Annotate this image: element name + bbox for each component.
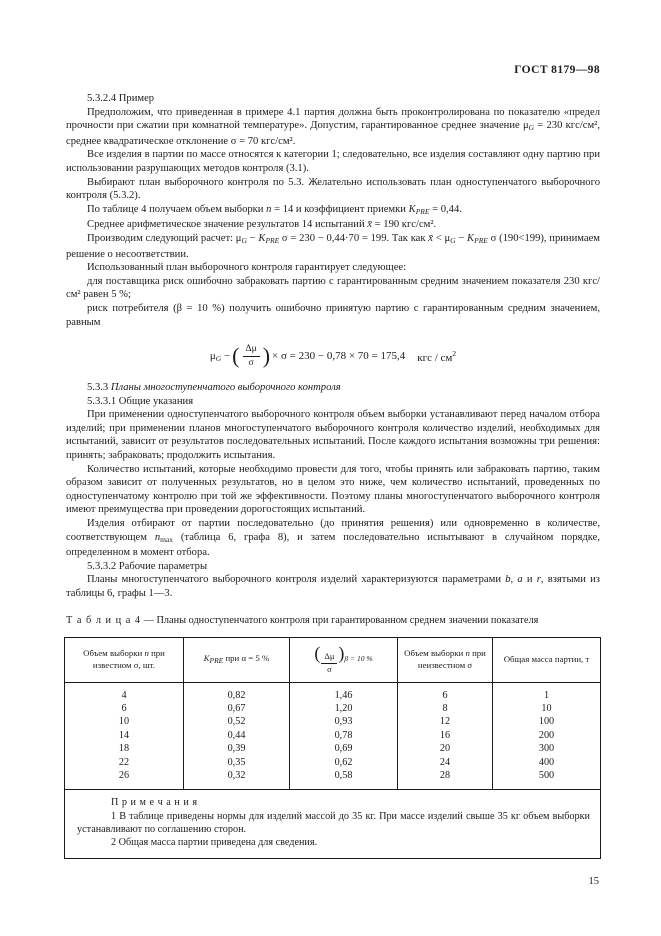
text-segment: при α = 5 % bbox=[223, 652, 270, 663]
paragraph bbox=[66, 395, 600, 409]
text-segment: = 14 и коэффициент приемки bbox=[271, 203, 409, 215]
text-segment: G bbox=[241, 235, 247, 245]
data-cell: 0,69 bbox=[290, 742, 398, 755]
document-code: ГОСТ 8179—98 bbox=[514, 64, 600, 76]
paragraph bbox=[66, 92, 600, 106]
data-cell: 0,39 bbox=[184, 742, 290, 755]
beta-subscript: β = 10 % bbox=[344, 654, 373, 664]
data-cell: 0,58 bbox=[290, 769, 398, 790]
data-cell: 8 bbox=[398, 702, 493, 715]
paragraph bbox=[66, 275, 600, 302]
data-cell: 0,93 bbox=[290, 715, 398, 728]
data-cell: 0,32 bbox=[184, 769, 290, 790]
text-segment: PRE bbox=[474, 235, 488, 245]
note-1: 1 В таблице приведены нормы для изделий массой до 35 кг. При массе изделий свыше 35 кг объем выборки устанавливают по соглашению сторон. bbox=[77, 810, 590, 835]
paragraph bbox=[66, 302, 600, 329]
data-cell: 400 bbox=[493, 756, 601, 769]
text-segment: Среднее арифметическое значение результатов 14 испытаний bbox=[87, 219, 368, 231]
header-cell-dmu-sigma bbox=[290, 637, 398, 682]
table-caption bbox=[66, 615, 600, 626]
paragraph bbox=[66, 408, 600, 462]
text-segment: Объем выборки bbox=[83, 648, 145, 659]
text-segment: σ (190<199), принимаем решение о несоответствии. bbox=[66, 232, 601, 260]
text-segment: 5.3.3.2 Рабочие параметры bbox=[87, 560, 208, 572]
data-cell: 100 bbox=[493, 715, 601, 728]
open-paren: ( bbox=[314, 643, 321, 664]
text-segment: при неизвестном σ bbox=[417, 648, 486, 670]
table-caption-text: — Планы одноступенчатого контроля при гарантированном среднем значении показателя bbox=[143, 614, 539, 626]
header-cell-kpre bbox=[184, 637, 290, 682]
formula-units: кгс / $см^2$ bbox=[417, 348, 457, 364]
paragraph bbox=[66, 218, 600, 232]
table-row bbox=[65, 756, 601, 769]
close-paren: ) bbox=[338, 643, 345, 664]
header-cell-sample-size-known bbox=[65, 637, 184, 682]
text-segment: и bbox=[522, 574, 537, 586]
data-cell: 22 bbox=[65, 756, 184, 769]
data-cell: 0,44 bbox=[184, 729, 290, 742]
data-cell: 500 bbox=[493, 769, 601, 790]
note-2: 2 Общая масса партии приведена для сведения. bbox=[111, 837, 318, 849]
text-segment: Планы многоступенчатого выборочного контроля bbox=[110, 382, 341, 394]
data-cell: 0,67 bbox=[184, 702, 290, 715]
text-segment: σ = 230 − 0,44·70 = 199. Так как bbox=[279, 232, 429, 244]
text-segment: n bbox=[266, 203, 272, 215]
header-cell-sample-size-unknown bbox=[398, 637, 493, 682]
text-segment: риск потребителя (β = 10 %) получить ошибочно принятую партию с гарантированным средним значением, равным bbox=[66, 302, 600, 328]
text-segment: Изделия отбирают от партии последовательно (до принятия решения) или одновременно в количестве, соответствующем bbox=[66, 518, 600, 543]
fraction bbox=[243, 344, 260, 368]
text-segment: при известном σ, шт. bbox=[92, 648, 165, 670]
text-segment: Производим следующий расчет: μ bbox=[87, 232, 242, 244]
fraction bbox=[321, 652, 337, 674]
data-cell: 6 bbox=[398, 682, 493, 702]
data-cell: 0,52 bbox=[184, 715, 290, 728]
text-segment: G bbox=[528, 123, 535, 133]
text-segment: n bbox=[465, 648, 470, 659]
paragraph bbox=[66, 261, 600, 275]
sampling-plans-table bbox=[64, 637, 601, 860]
text-segment: для поставщика риск ошибочно забраковать партию с гарантированным средним значением показателя 230 кгс/см² равен 5 %; bbox=[66, 275, 600, 301]
text-segment: Выбирают план выборочного контроля по 5.3. Желательно использовать план одноступенчатого выборочного контроля (5.3.2). bbox=[66, 176, 600, 202]
data-cell: 0,35 bbox=[184, 756, 290, 769]
data-cell: 4 bbox=[65, 682, 184, 702]
data-cell: 1,20 bbox=[290, 702, 398, 715]
fraction-numerator: Δμ bbox=[321, 652, 337, 664]
text-segment: − bbox=[455, 232, 468, 244]
paragraph bbox=[66, 381, 600, 395]
data-cell: 24 bbox=[398, 756, 493, 769]
data-cell: 28 bbox=[398, 769, 493, 790]
text-segment: , bbox=[510, 574, 518, 586]
data-cell: 6 bbox=[65, 702, 184, 715]
data-cell: 16 bbox=[398, 729, 493, 742]
data-cell: 200 bbox=[493, 729, 601, 742]
table-row bbox=[65, 702, 601, 715]
text-segment: K bbox=[408, 203, 416, 215]
data-cell: 0,78 bbox=[290, 729, 398, 742]
text-segment: , взятыми из таблицы 6, графы 1—3. bbox=[66, 574, 600, 599]
text-segment: − bbox=[246, 232, 259, 244]
fraction-denominator: σ bbox=[327, 663, 332, 674]
formula-rhs: × σ = 230 − 0,78 × 70 = 175,4 bbox=[272, 350, 406, 363]
data-cell: 1 bbox=[493, 682, 601, 702]
text-segment: x̄ bbox=[428, 232, 433, 244]
text-segment: 5.3.2.4 Пример bbox=[87, 93, 155, 104]
paragraph bbox=[66, 463, 600, 517]
text-segment: 5.3.3 bbox=[87, 382, 111, 394]
text-segment: K bbox=[467, 232, 475, 244]
notes-cell bbox=[65, 790, 601, 859]
text-segment: Планы многоступенчатого выборочного контроля изделий характеризуются параметрами bbox=[87, 574, 506, 586]
data-cell: 300 bbox=[493, 742, 601, 755]
data-cell: 18 bbox=[65, 742, 184, 755]
text-segment: < μ bbox=[432, 232, 451, 244]
table-row bbox=[65, 715, 601, 728]
data-cell: 10 bbox=[65, 715, 184, 728]
page-content bbox=[66, 64, 600, 859]
text-segment: n bbox=[154, 531, 161, 543]
text-segment: K bbox=[258, 232, 266, 244]
text-segment: PRE bbox=[265, 235, 280, 245]
formula bbox=[66, 344, 600, 368]
text-segment: PRE bbox=[415, 206, 430, 216]
text-segment: = 190 кгс/см². bbox=[372, 219, 437, 231]
table-row bbox=[65, 682, 601, 702]
table-body bbox=[65, 682, 601, 790]
notes-row bbox=[65, 790, 601, 859]
paragraph bbox=[66, 517, 600, 560]
text-segment: Все изделия в партии по массе относятся к категории 1; следовательно, все изделия составляют одну партию при использовании разрушающих методов контроля (3.1). bbox=[66, 149, 600, 174]
body-text-upper bbox=[66, 92, 600, 329]
table-caption-label: Т а б л и ц а 4 bbox=[66, 614, 141, 626]
text-segment: b bbox=[505, 574, 511, 586]
data-cell: 12 bbox=[398, 715, 493, 728]
table-header-row bbox=[65, 637, 601, 682]
page-number: 15 bbox=[588, 876, 599, 887]
notes-heading: П р и м е ч а н и я bbox=[111, 797, 198, 809]
data-cell: 14 bbox=[65, 729, 184, 742]
fraction-numerator: Δμ bbox=[243, 344, 260, 357]
text-segment: Общая масса партии, т bbox=[503, 653, 590, 664]
text-segment: Использованный план выборочного контроля гарантирует следующее: bbox=[87, 262, 407, 274]
text-segment: (таблица 6, графа 8), и затем последовательно испытывают в случайном порядке, определенном в момент отбора. bbox=[66, 531, 600, 559]
text-segment: = 230 кгс/см², среднее квадратическое отклонение σ = 70 кгс/см². bbox=[66, 120, 600, 147]
text-segment: = 0,44. bbox=[429, 203, 462, 215]
text-segment: max bbox=[160, 534, 174, 544]
data-cell: 1,46 bbox=[290, 682, 398, 702]
text-segment: r bbox=[536, 574, 541, 586]
text-segment: Предположим, что приведенная в примере 4.1 партия должна быть проконтролирована по показателю «предел прочности при сжатии при комнатной температуре». Допустим, гарантированное среднее значение μ bbox=[66, 106, 600, 132]
text-segment: G bbox=[450, 235, 456, 245]
text-segment: PRE bbox=[209, 655, 224, 665]
text-segment: При применении одноступенчатого выборочного контроля объем выборки устанавливают перед началом отбора изделий; при применении планов многоступенчатого выборочного контроля количество изделий, необходимых для испытаний, зависит от результатов последовательных испытаний. После каждого испытания возможны три решения: принять; забраковать; продолжить испытания. bbox=[66, 409, 600, 462]
open-paren: ( bbox=[232, 343, 240, 369]
data-cell: 20 bbox=[398, 742, 493, 755]
paragraph bbox=[66, 106, 600, 149]
paragraph bbox=[66, 573, 600, 600]
text-segment: 5.3.3.1 Общие указания bbox=[87, 395, 194, 407]
data-cell: 10 bbox=[493, 702, 601, 715]
data-cell: 26 bbox=[65, 769, 184, 790]
formula-lhs: μG − bbox=[209, 349, 231, 363]
paragraph bbox=[66, 232, 600, 261]
paragraph bbox=[66, 560, 600, 574]
close-paren: ) bbox=[262, 343, 271, 369]
text-segment: Объем выборки bbox=[404, 648, 466, 659]
data-cell: 0,62 bbox=[290, 756, 398, 769]
table-row bbox=[65, 742, 601, 755]
data-cell: 0,82 bbox=[184, 682, 290, 702]
text-segment: K bbox=[203, 652, 210, 663]
table-row bbox=[65, 769, 601, 790]
paragraph bbox=[66, 176, 600, 203]
text-segment: Количество испытаний, которые необходимо провести для того, чтобы принять или забраковать партию, таким образом зависит от полученных результатов, но в целом это ниже, чем количество испытаний, проведенных по одноступенчатому контролю при той же эффективности. Поэтому планы многоступенчатого выборочного контроля имеют преимущества при проведении дорогостоящих испытаний. bbox=[66, 463, 600, 516]
text-segment: n bbox=[144, 648, 149, 659]
fraction-denominator: σ bbox=[248, 357, 254, 368]
body-text-lower bbox=[66, 381, 600, 601]
text-segment: x̄ bbox=[367, 219, 372, 231]
paragraph bbox=[66, 148, 600, 175]
header-cell-batch-mass bbox=[493, 637, 601, 682]
text-segment: a bbox=[517, 574, 523, 586]
text-segment: По таблице 4 получаем объем выборки bbox=[87, 203, 267, 215]
paragraph bbox=[66, 203, 600, 219]
table-row bbox=[65, 729, 601, 742]
